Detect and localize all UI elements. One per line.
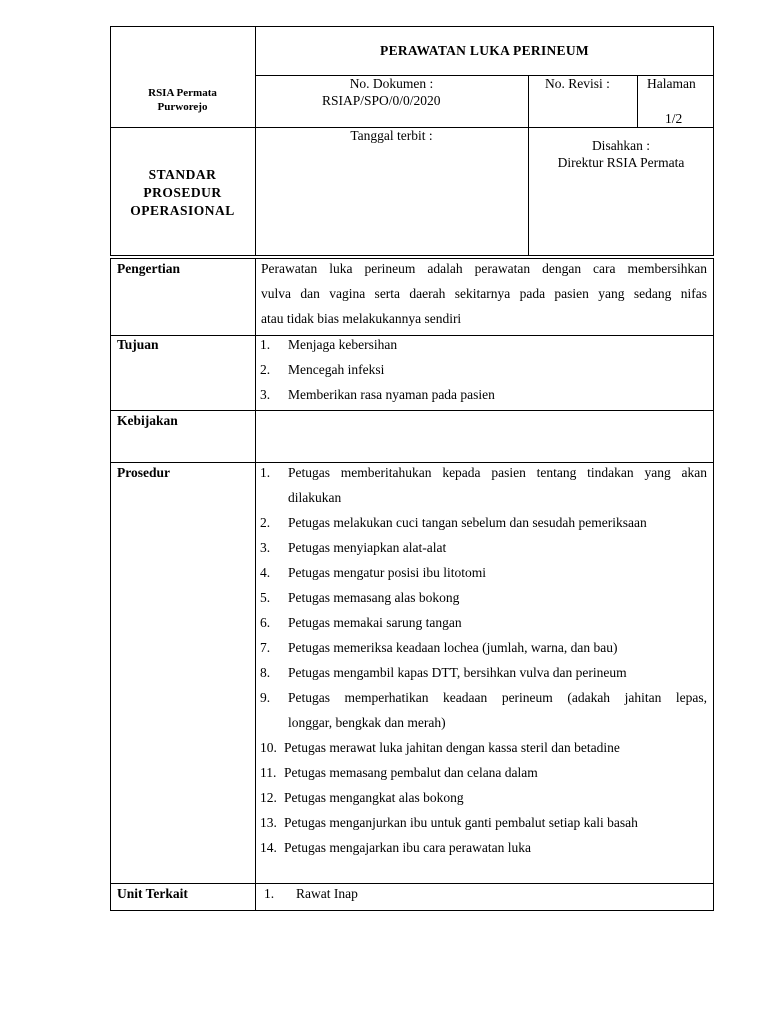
list-item-number: 8. [260,665,271,680]
list-item [260,610,707,635]
list-item-number: 10. [260,740,277,755]
list-item-text: Petugas melakukan cuci tangan sebelum dan sesudah pemeriksaan [288,515,647,530]
list-item-number: 6. [260,615,271,630]
list-item-text: Petugas mengambil kapas DTT, bersihkan vulva dan perineum [288,665,627,680]
list-item-text: Petugas memberitahukan kepada pasien tentang tindakan yang akan [288,465,707,480]
hospital-name [110,86,255,114]
page-label: Halaman [647,76,696,91]
pengertian-line: vulva dan vagina serta daerah sekitarnya pada pasien yang sedang nifas [261,286,707,301]
list-item-text: Petugas memasang alas bokong [288,590,460,605]
unit-terkait-label: Unit Terkait [117,886,188,901]
list-item-number: 13. [260,815,277,830]
list-item-text: Petugas merawat luka jahitan dengan kassa steril dan betadine [284,740,620,755]
approved-label: Disahkan : [591,138,651,153]
list-item [260,635,707,660]
list-item [260,685,707,735]
list-item [260,810,707,835]
list-item-number: 1. [260,465,271,480]
list-item-text: Petugas memasang pembalut dan celana dalam [284,765,538,780]
list-item [260,510,707,535]
list-item-text: Menjaga kebersihan [288,337,398,352]
list-item [260,560,707,585]
pengertian-label: Pengertian [117,261,180,276]
doc-number-label: No. Dokumen : [349,76,434,91]
list-item [260,835,707,860]
issue-date-label: Tanggal terbit : [350,128,433,143]
list-item-text: Mencegah infeksi [288,362,385,377]
list-item [260,585,707,610]
list-item-number: 3. [260,387,271,402]
approved-by: Direktur RSIA Permata [557,155,685,170]
list-item [260,332,707,357]
list-item [260,660,707,685]
pengertian-text [261,256,707,331]
kebijakan-label: Kebijakan [117,413,178,428]
list-item-text: Petugas memakai sarung tangan [288,615,462,630]
prosedur-list [260,460,707,860]
pengertian-line: Perawatan luka perineum adalah perawatan dengan cara membersihkan [261,261,707,276]
revision-label: No. Revisi : [545,76,610,91]
page-value: 1/2 [665,111,683,126]
list-item-text: Petugas mengangkat alas bokong [284,790,464,805]
list-item [260,382,707,407]
pengertian-line: atau tidak bias melakukannya sendiri [261,311,462,326]
list-item-number: 4. [260,565,271,580]
list-item-text: Petugas menganjurkan ibu untuk ganti pembalut setiap kali basah [284,815,638,830]
list-item-text: Petugas menyiapkan alat-alat [288,540,447,555]
unit-terkait-item-number: 1. [264,886,275,901]
list-item [260,535,707,560]
list-item [260,357,707,382]
list-item-text: Memberikan rasa nyaman pada pasien [288,387,495,402]
sop-title-line3: OPERASIONAL [130,203,235,218]
list-item [260,760,707,785]
sop-title-line2: PROSEDUR [143,185,222,200]
list-item [260,785,707,810]
list-item [260,460,707,510]
document-title: PERAWATAN LUKA PERINEUM [380,43,589,58]
list-item-number: 1. [260,337,271,352]
hospital-name-line1: RSIA Permata [148,87,217,99]
list-item-number: 9. [260,690,271,705]
list-item-text-continued: dilakukan [288,490,342,505]
sop-title-line1: STANDAR [148,167,217,182]
list-item-number: 2. [260,362,271,377]
list-item-number: 3. [260,540,271,555]
list-item-text: Petugas mengajarkan ibu cara perawatan luka [284,840,532,855]
sop-title [110,166,255,220]
list-item-number: 11. [260,765,277,780]
list-item [260,735,707,760]
hospital-name-line2: Purworejo [157,101,208,113]
list-item-number: 12. [260,790,277,805]
list-item-number: 7. [260,640,271,655]
list-item-text: Petugas mengatur posisi ibu litotomi [288,565,486,580]
list-item-number: 5. [260,590,271,605]
tujuan-list [260,332,707,407]
prosedur-label: Prosedur [117,465,170,480]
unit-terkait-item-text: Rawat Inap [296,886,358,901]
list-item-text-continued: longgar, bengkak dan merah) [288,715,446,730]
list-item-text: Petugas memeriksa keadaan lochea (jumlah, warna, dan bau) [288,640,618,655]
list-item-number: 14. [260,840,277,855]
list-item-text: Petugas memperhatikan keadaan perineum (adakah jahitan lepas, [288,690,707,705]
tujuan-label: Tujuan [117,337,159,352]
list-item-number: 2. [260,515,271,530]
doc-number-value: RSIAP/SPO/0/0/2020 [322,93,441,108]
